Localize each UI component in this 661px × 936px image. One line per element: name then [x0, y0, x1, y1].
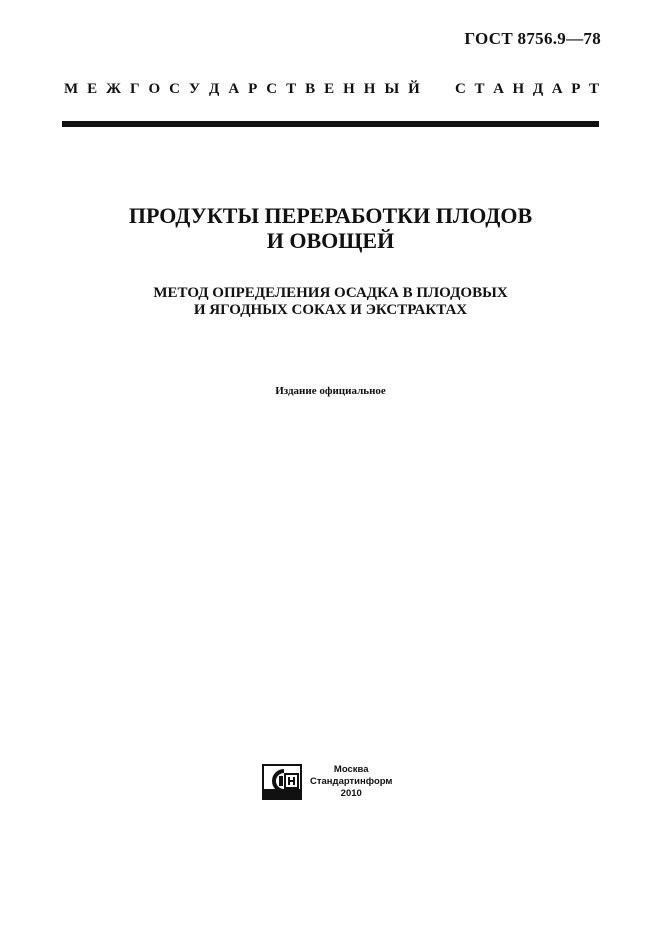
letter: Е [324, 81, 335, 97]
letter: Т [588, 81, 599, 97]
letter: Д [209, 81, 220, 97]
letter: Г [129, 81, 140, 97]
publisher-info [310, 764, 392, 800]
title-line-2: И ОВОЩЕЙ [266, 228, 395, 253]
letter: С [169, 81, 181, 97]
letter: Н [343, 81, 355, 97]
publisher-city: Москва [333, 764, 369, 775]
letter: С [455, 81, 466, 97]
letter: Н [512, 81, 525, 97]
letter: Р [248, 81, 258, 97]
letter: Ж [106, 81, 121, 97]
letter: У [189, 81, 201, 97]
letter: С [266, 81, 278, 97]
subtitle-line-2: И ЯГОДНЫХ СОКАХ И ЭКСТРАКТАХ [193, 302, 468, 318]
standartinform-logo-icon [262, 764, 302, 800]
publication-year: 2010 [340, 788, 362, 799]
header-divider [62, 121, 599, 127]
publisher-block [262, 764, 392, 800]
letter: Т [286, 81, 297, 97]
letter: Ы [384, 81, 400, 97]
title-line-1: ПРОДУКТЫ ПЕРЕРАБОТКИ ПЛОДОВ [128, 203, 533, 228]
letter: О [148, 81, 161, 97]
letter: А [551, 81, 563, 97]
letter: М [64, 81, 79, 97]
letter: В [305, 81, 316, 97]
standard-word [455, 81, 599, 98]
interstate-standard-heading [64, 81, 599, 98]
letter: А [228, 81, 240, 97]
letter: А [493, 81, 504, 97]
letter: Е [87, 81, 98, 97]
document-title [0, 203, 661, 253]
publisher-name: Стандартинформ [310, 776, 393, 787]
subtitle-line-1: МЕТОД ОПРЕДЕЛЕНИЯ ОСАДКА В ПЛОДОВЫХ [153, 285, 508, 301]
document-subtitle [0, 285, 661, 319]
letter: Т [474, 81, 485, 97]
letter: Н [363, 81, 376, 97]
interstate-word [64, 81, 420, 98]
official-edition-note: Издание официальное [275, 385, 386, 397]
standard-number: ГОСТ 8756.9—78 [464, 29, 601, 48]
letter: Д [532, 81, 544, 97]
letter: Й [408, 81, 420, 97]
letter: Р [571, 81, 581, 97]
